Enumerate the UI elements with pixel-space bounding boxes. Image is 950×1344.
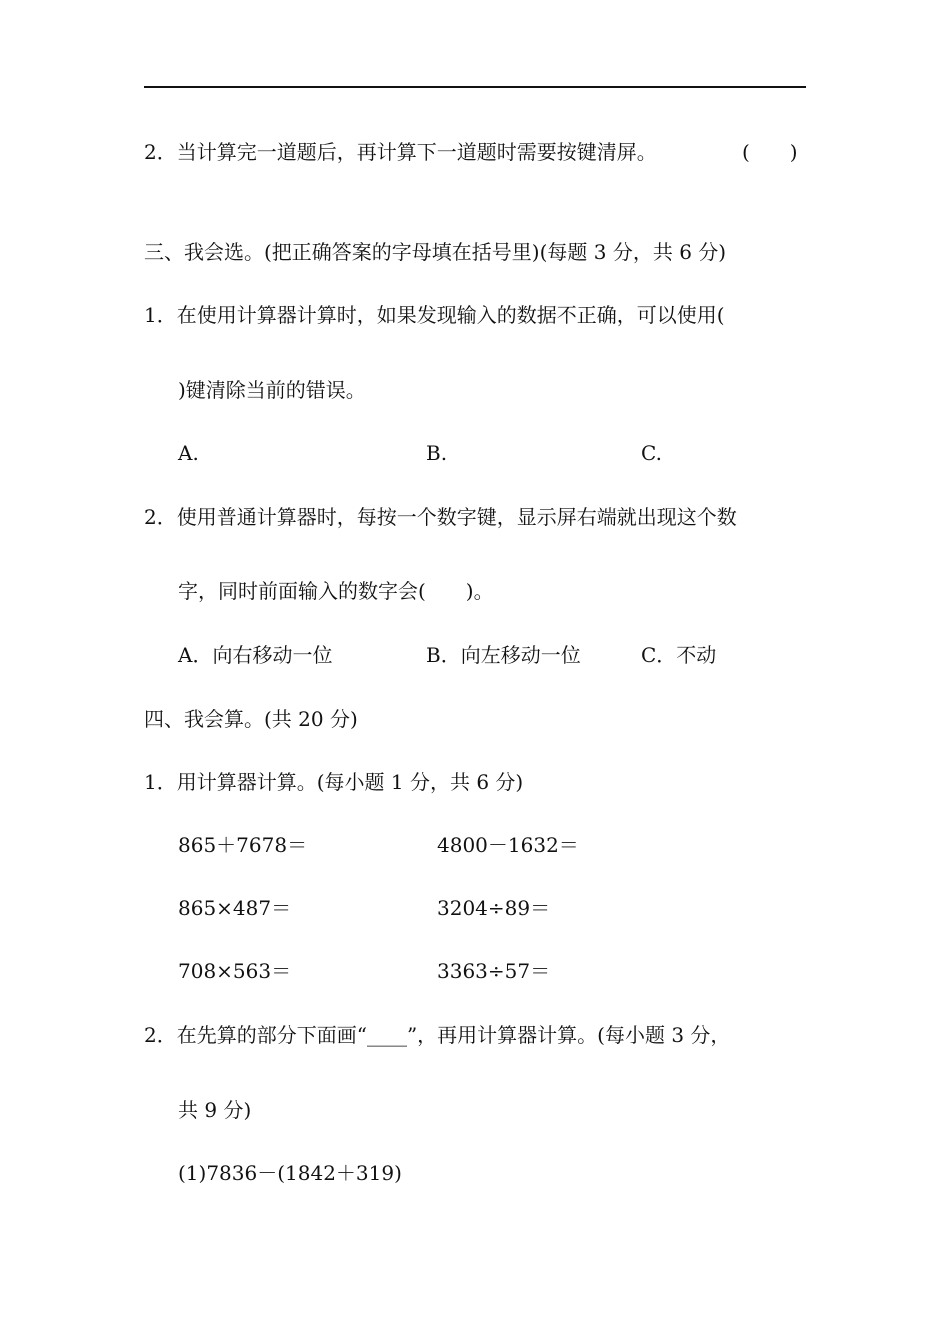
sub-item-1: (1)7836－(1842＋319) (178, 1161, 402, 1185)
choice-question-2-line1 (144, 503, 737, 531)
option-c: C. (641, 441, 662, 465)
option-a: A. (178, 441, 199, 465)
section-3-heading: 三、我会选。(把正确答案的字母填在括号里)(每题 3 分，共 6 分) (144, 240, 727, 264)
choice-question-1-line1 (144, 301, 725, 329)
calc-question-1 (144, 768, 523, 796)
option-b: B. (426, 441, 448, 465)
section-4-heading: 四、我会算。(共 20 分) (144, 707, 358, 731)
option-c: C．不动 (641, 643, 717, 667)
question-number: 2． (144, 1023, 177, 1047)
question-number: 2． (144, 140, 177, 164)
top-rule (144, 86, 806, 88)
choice-question-2-line2: 字，同时前面输入的数字会( )。 (178, 579, 494, 603)
expression: 865×487＝ (178, 896, 292, 920)
calc-question-2-line2: 共 9 分) (178, 1098, 252, 1122)
question-text: 在先算的部分下面画“____”，再用计算器计算。(每小题 3 分， (176, 1023, 731, 1047)
option-b: B．向左移动一位 (426, 643, 581, 667)
question-number: 2． (144, 505, 177, 529)
judge-question-2 (144, 138, 657, 166)
expression: 3363÷57＝ (437, 959, 551, 983)
question-text: 当计算完一道题后，再计算下一道题时需要按键清屏。 (176, 140, 657, 164)
answer-paren: ( ) (742, 140, 798, 164)
option-a: A．向右移动一位 (178, 643, 333, 667)
calc-question-2-line1 (144, 1021, 730, 1049)
question-text: 在使用计算器计算时，如果发现输入的数据不正确，可以使用( (176, 303, 725, 327)
expression: 708×563＝ (178, 959, 292, 983)
choice-question-1-line2: )键清除当前的错误。 (178, 378, 366, 402)
question-text: 用计算器计算。(每小题 1 分，共 6 分) (176, 770, 524, 794)
question-number: 1． (144, 770, 177, 794)
expression: 3204÷89＝ (437, 896, 551, 920)
question-number: 1． (144, 303, 177, 327)
expression: 865＋7678＝ (178, 833, 308, 857)
question-text: 使用普通计算器时，每按一个数字键，显示屏右端就出现这个数 (176, 505, 737, 529)
expression: 4800－1632＝ (437, 833, 579, 857)
